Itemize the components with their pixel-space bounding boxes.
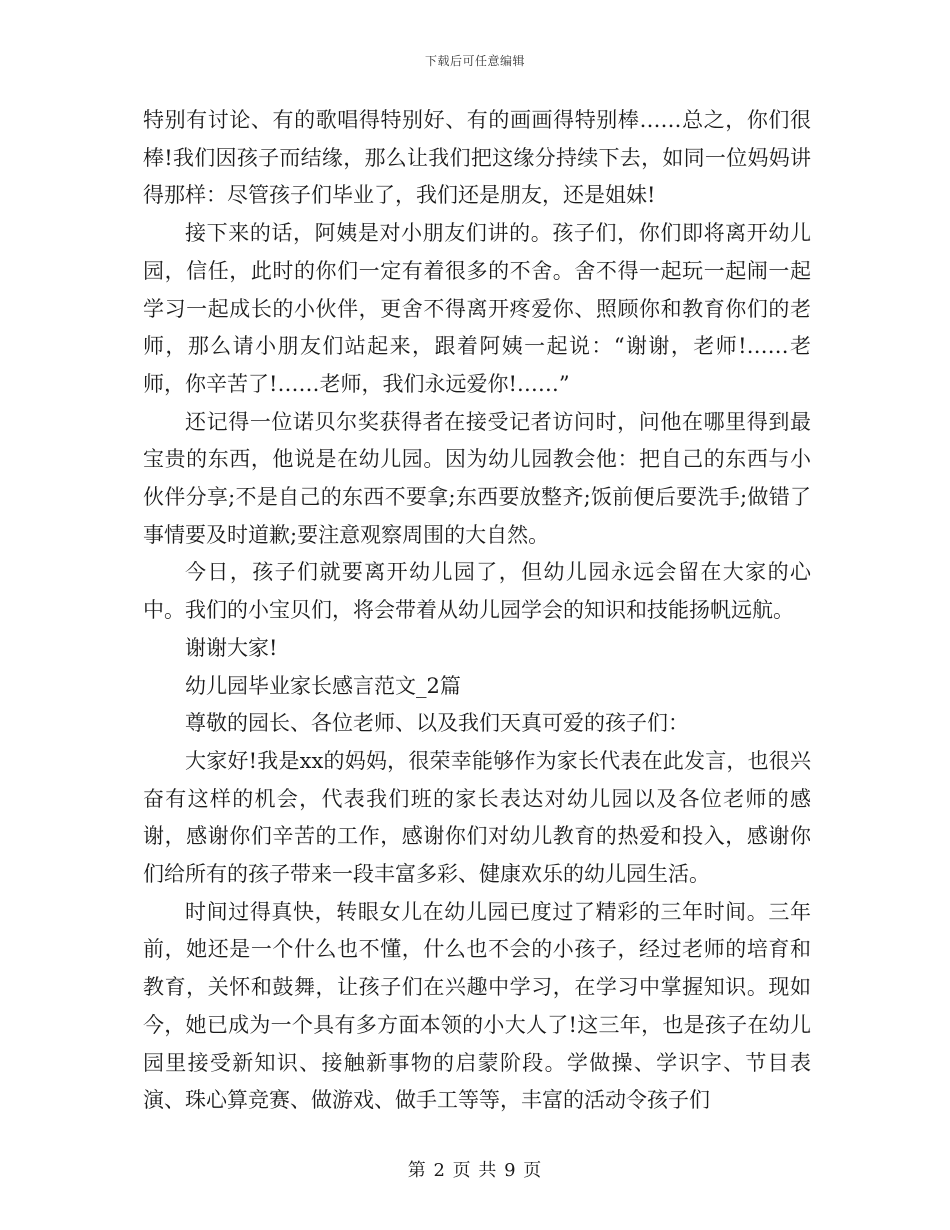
paragraph: 今日，孩子们就要离开幼儿园了，但幼儿园永远会留在大家的心中。我们的小宝贝们，将会带着从幼儿园学会的知识和技能扬帆远航。 <box>143 560 811 623</box>
paragraph: 大家好!我是xx的妈妈，很荣幸能够作为家长代表在此发言，也很兴奋有这样的机会，代表我们班的家长表达对幼儿园以及各位老师的感谢，感谢你们辛苦的工作，感谢你们对幼儿教育的热爱和投入，感谢你们给所有的孩子带来一段丰富多彩、健康欢乐的幼儿园生活。 <box>143 748 811 887</box>
paragraph-closing: 谢谢大家! <box>185 635 278 660</box>
salutation: 尊敬的园长、各位老师、以及我们天真可爱的孩子们： <box>185 711 689 736</box>
paragraph: 时间过得真快，转眼女儿在幼儿园已度过了精彩的三年时间。三年前，她还是一个什么也不懂，什么也不会的小孩子，经过老师的培育和教育，关怀和鼓舞，让孩子们在兴趣中学习，在学习中掌握知识。现如今，她已成为一个具有多方面本领的小大人了!这三年，也是孩子在幼儿园里接受新知识、接触新事物的启蒙阶段。学做操、学识字、节目表演、珠心算竞赛、做游戏、做手工等等，丰富的活动令孩子们 <box>143 899 811 1113</box>
paragraph: 接下来的话，阿姨是对小朋友们讲的。孩子们，你们即将离开幼儿园，信任，此时的你们一定有着很多的不舍。舍不得一起玩一起闹一起学习一起成长的小伙伴，更舍不得离开疼爱你、照顾你和教育你们的老师，那么请小朋友们站起来，跟着阿姨一起说：“谢谢，老师!……老师，你辛苦了!……老师，我们永远爱你!……” <box>143 221 811 396</box>
section-title: 幼儿园毕业家长感言范文_2篇 <box>185 673 461 698</box>
paragraph: 还记得一位诺贝尔奖获得者在接受记者访问时，问他在哪里得到最宝贵的东西，他说是在幼儿园。因为幼儿园教会他：把自己的东西与小伙伴分享;不是自己的东西不要拿;东西要放整齐;饭前便后要洗手;做错了事情要及时道歉;要注意观察周围的大自然。 <box>143 409 811 547</box>
document-body <box>143 102 811 1120</box>
page-number: 第 2 页 共 9 页 <box>407 1160 543 1181</box>
page-header: 下载后可任意编辑 <box>424 54 525 68</box>
paragraph-continued: 特别有讨论、有的歌唱得特别好、有的画画得特别棒……总之，你们很棒!我们因孩子而结缘，那么让我们把这缘分持续下去，如同一位妈妈讲得那样：尽管孩子们毕业了，我们还是朋友，还是姐妹! <box>143 108 811 208</box>
